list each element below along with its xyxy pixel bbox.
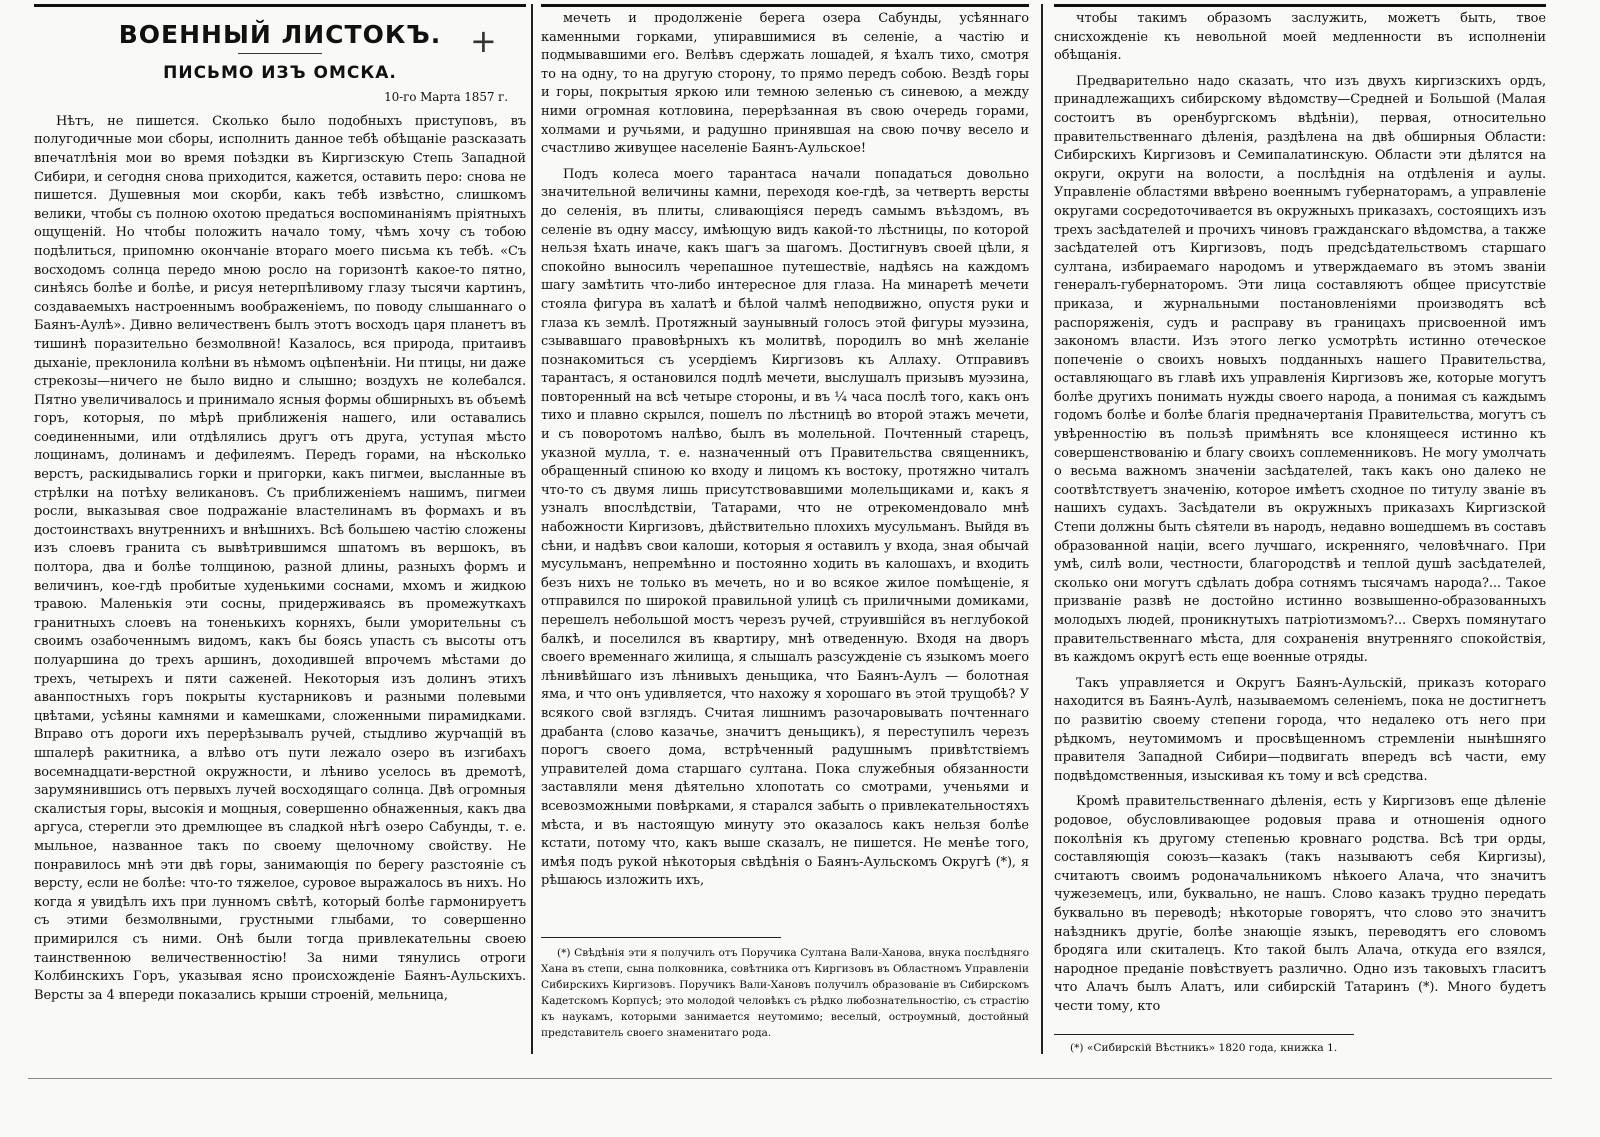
footnote-rule-column2 (541, 937, 781, 938)
handwritten-mark: + (470, 22, 497, 60)
top-rule-column1 (34, 4, 526, 7)
top-rule-column2 (541, 4, 1029, 7)
footnote-text: (*) «Сибирскій Вѣстникъ» 1820 года, книжка 1. (1070, 1042, 1338, 1054)
footnote-column3 (1054, 1040, 1546, 1070)
article-paragraph: Подъ колеса моего тарантаса начали попадаться довольно значительной величины камни, переходя кое-гдѣ, за четверть версты до селенія, въ плиты, сливающіяся передъ самымъ въѣздомъ, въ селеніе въ одну массу, имѣющую видъ какой-то лѣстницы, по которой нельзя ѣхать иначе, какъ шагъ за шагомъ. Достигнувъ своей цѣли, я спокойно выносилъ черепашное путешествіе, надѣясь на каждомъ шагу замѣтить что-либо интересное для глаза. На минаретѣ мечети стояла фигура въ халатѣ и бѣлой чалмѣ неподвижно, опустя руки и глаза къ землѣ. Протяжный заунывный голосъ этой фигуры муэзина, сзывавшаго правовѣрныхъ къ молитвѣ, породилъ во мнѣ желаніе познакомиться съ усердіемъ Киргизовъ къ Аллаху. Отправивъ тарантасъ, я остановился подлѣ мечети, выслушалъ призывъ муэзина, повторенный на всѣ четыре стороны, и въ ¼ часа послѣ того, какъ онъ тихо и плавно скрылся, пошелъ по лѣстницѣ во второй этажъ мечети, и съ поворотомъ налѣво, былъ въ молельной. Почтенный старецъ, указной мулла, т. е. назначенный отъ Правительства священникъ, обращенный спиною ко входу и лицомъ къ востоку, протяжно читалъ что-то съ двумя лишь присутствовавшими молельщиками и, какъ я узналъ впослѣдствіи, Татарами, что не отрекомендовало мнѣ набожности Киргизовъ, дѣйствительно плохихъ мусульманъ. Выйдя въ сѣни, и надѣвъ свои калоши, которыя я оставилъ у входа, зная обычай мусульманъ, непремѣнно и постоянно ходить въ калошахъ, и входить безъ нихъ не только въ мечеть, но и во всякое жилое помѣщеніе, я отправился по широкой правильной улицѣ съ приличными домиками, перешелъ небольшой мостъ черезъ ручей, струившійся въ неглубокой балкѣ, и поселился въ квартиру, мнѣ отведенную. Входя на дворъ своего временнаго жилища, я слышалъ разсужденіе съ языкомъ моего лѣнивѣйшаго изъ лѣнивыхъ деньщика, что Баянъ-Аулъ — болотная яма, и что онъ удивляется, что нахожу я хорошаго въ этой трущобѣ? У всякого свой взглядъ. Считая лишнимъ разочаровывать почтеннаго драбанта (слово казачье, значитъ деньщикъ), я переступилъ черезъ порогъ своего дома, встрѣченный радушнымъ привѣтствіемъ управителей дома старшаго султана. Пока служебныя обязанности заставляли меня дѣятельно хлопотать со смотрами, ученьями и всевозможными повѣрками, я старался забыть о привлекательностяхъ мѣста, и въ настоящую минуту это оказалось какъ нельзя болѣе кстати, потому что, какъ выше сказалъ, не пишется. Не менѣе того, имѣя подъ рукой нѣкоторыя свѣдѣнія о Баянъ-Аульскомъ Округѣ (*), я рѣшаюсь изложить ихъ, (541, 166, 1029, 889)
masthead-title: ВОЕННЫЙ ЛИСТОКЪ. (118, 20, 442, 49)
column-3 (1054, 10, 1546, 1030)
column-1 (34, 10, 526, 1070)
article-paragraph: Такъ управляется и Округъ Баянъ-Аульскій, приказъ котораго находится въ Баянъ-Аулѣ, называемомъ селеніемъ, пока не достигнетъ по развитію своему степени города, что недалеко отъ него при рѣдкомъ, неутомимомъ и просвѣщенномъ стремленіи нынѣшняго правителя Западной Сибири—подвигать впередъ всѣ части, ему подвѣдомственныя, изыскивая къ тому и всѣ средства. (1054, 675, 1546, 784)
title-ornament-rule (238, 53, 322, 54)
footnote-column2 (541, 945, 1029, 1055)
column-divider-1 (531, 4, 533, 1054)
article-paragraph: мечеть и продолженіе берега озера Сабунды, усѣяннаго каменными горками, упиравшимися въ селеніе, а частію и подмывавшими его. Велѣвъ сдержать лошадей, я ѣхалъ тихо, смотря то на одну, то на другую сторону, то прямо передъ собою. Вездѣ горы и горы, покрытыя яркою или темною зеленью съ синевою, а между ними огромная котловина, перерѣзанная въ свою очередь горами, холмами и ручьями, и радушно принявшая на свою почву весело и счастливо живущее населеніе Баянъ-Аульское! (541, 11, 1029, 157)
column-2 (541, 10, 1029, 930)
column-divider-2 (1041, 4, 1043, 1054)
article-paragraph: Кромѣ правительственнаго дѣленія, есть у Киргизовъ еще дѣленіе родовое, обусловливающее родовыя права и отношенія одного поколѣнія къ другому степенью кровнаго родства. Всѣ три орды, составляющія союзъ—казакъ (такъ называютъ себя Киргизы), считаютъ своимъ родоначальникомъ нѣкоего Алача, что значитъ чужеземецъ, или, буквально, не нашъ. Слово казакъ трудно передать буквально въ переводѣ; нѣкоторые говорятъ, что слово это значитъ наѣздникъ другіе, болѣе знающіе языкъ, переводятъ его словомъ бродяга или скиталецъ. Кто такой былъ Алача, откуда его взялся, народное преданіе повѣствуетъ различно. Одно изъ таковыхъ гласитъ что Алачъ былъ Алатъ, или сибирскій Татаринъ (*). Много будетъ чести тому, кто (1054, 794, 1546, 1014)
article-paragraph: Предварительно надо сказать, что изъ двухъ киргизскихъ ордъ, принадлежащихъ сибирскому вѣдомству—Средней и Большой (Малая состоитъ въ оренбургскомъ вѣдѣніи), первая, относительно правительственнаго дѣленія, раздѣлена на двѣ обширныя Области: Сибирскихъ Киргизовъ и Семипалатинскую. Области эти дѣлятся на округи, округи на волости, а послѣднія на отдѣленія и аулы. Управленіе областями ввѣрено военнымъ губернаторамъ, а управленіе округами сосредоточивается въ окружныхъ приказахъ, состоящихъ изъ трехъ засѣдателей и прочихъ чиновъ гражданскаго вѣдомства, а также засѣдателей отъ Киргизовъ, подъ предсѣдательствомъ старшаго султана, избираемаго народомъ и утверждаемаго въ этомъ званіи генералъ-губернаторомъ. Эти лица составляютъ общее присутствіе приказа, и журнальными постановленіями производятъ всѣ распоряженія, судъ и расправу въ границахъ присвоенной имъ закономъ власти. Изъ этого легко усмотрѣть истинно отеческое попеченіе о своихъ новыхъ подданныхъ нашего Правительства, оставляющаго въ главѣ ихъ управленія Киргизовъ же, которые могутъ болѣе другихъ понимать нужды своего народа, а понимая съ каждымъ годомъ болѣе и болѣе благія предначертанія Правительства, могутъ съ увѣренностію въ пользѣ примѣнять все клонящееся истинно къ совершенствованію и благу своихъ соплеменниковъ. Не могу умолчать о весьма важномъ значеніи засѣдателей, такъ какъ оно далеко не соотвѣтствуетъ значенію, которое имѣетъ сходное по титулу званіе въ нашихъ судахъ. Засѣдатели въ окружныхъ приказахъ Киргизской Степи должны быть сѣятели въ народъ, недавно вошедшемъ въ составъ образованной націи, всего лучшаго, искренняго, человѣчнаго. При умѣ, силѣ воли, честности, благородствѣ и теплой душѣ засѣдателей, сколько они могутъ сдѣлать добра сотнямъ тысячамъ народа?... Такое призваніе развѣ не достойно истинно возвышенно-образованныхъ молодыхъ людей, проникнутыхъ патріотизмомъ?... Сверхъ помянутаго правительственнаго мѣста, для сохраненія внутренняго спокойствія, въ каждомъ округѣ есть еще военные отряды. (1054, 73, 1546, 666)
footnote-text: (*) Свѣдѣнія эти я получилъ отъ Поручика Султана Вали-Ханова, внука послѣдняго Хана въ степи, сына полковника, совѣтника отъ Киргизовъ въ Областномъ Управленіи Сибирскихъ Киргизовъ. Поручикъ Вали-Хановъ получилъ образованіе въ Сибирскомъ Кадетскомъ Корпусѣ; это молодой человѣкъ съ рѣдко любознательностію, съ страстію къ наукамъ, которыми занимается неутомимо; веселый, остроумный, достойный представитель своего знаменитаго рода. (541, 947, 1029, 1039)
article-paragraph: Нѣтъ, не пишется. Сколько было подобныхъ приступовъ, въ полугодичные мои сборы, исполнить данное тебѣ обѣщаніе разсказать впечатлѣнія мои во время поѣздки въ Киргизскую Степь Западной Сибири, и сегодня снова приходится, кажется, оставить перо: снова не пишется. Душевныя мои скорби, какъ тебѣ извѣстно, слишкомъ велики, чтобы съ полною охотою предаться воспоминаніямъ пріятныхъ ощущеній. Но чтобы положить начало тому, чѣмъ хочу съ тобою подѣлиться, припомню окончаніе втораго моего письма къ тебѣ. «Съ восходомъ солнца передо мною росло на горизонтѣ какое-то пятно, синѣясь болѣе и болѣе, и рисуя нетерпѣливому глазу тысячи картинъ, создаваемыхъ настроеннымъ воображеніемъ, по поводу слышаннаго о Баянъ-Аулѣ». Дивно величественъ былъ этотъ восходъ царя планетъ въ тишинѣ поразительно безмолвной! Казалось, вся природа, притаивъ дыханіе, преклонила колѣни въ нѣмомъ оцѣпенѣніи. Ни птицы, ни даже стрекозы—ничего не было видно и слышно; воздухъ не колебался. Пятно увеличивалось и принимало ясныя формы обширныхъ въ объемѣ горъ, которыя, по мѣрѣ приближенія нашего, или оставались соединенными, или отдѣлялись другъ отъ друга, уступая мѣсто лощинамъ, долинамъ и дефилеямъ. Передъ горами, на нѣсколько верстъ, раскидывались горки и пригорки, какъ пигмеи, высланные въ стрѣлки на потѣху великановъ. Съ приближеніемъ нашимъ, пигмеи росли, выказывая свое подражаніе властелинамъ въ формахъ и въ достоинствахъ внутреннихъ и внѣшнихъ. Всѣ большею частію сложены изъ слоевъ гранита съ вывѣтрившимся шпатомъ въ вершокъ, въ полтора, два и болѣе толщиною, разной длины, разныхъ формъ и величинъ, кое-гдѣ пробитые худенькими соснами, мхомъ и жидкою травою. Маленькія эти сосны, придерживаясь въ промежуткахъ гранитныхъ слоевъ на тоненькихъ корняхъ, были уморительны съ своимъ озабоченнымъ видомъ, какъ бы боясь упасть съ высоты отъ полуаршина до трехъ аршинъ, доходившей впрочемъ мѣстами до трехъ, четырехъ и пяти саженей. Некоторыя изъ долинъ этихъ аванпостныхъ горъ покрыты кустарниковъ и разными полевыми цвѣтами, усѣяны камнями и камешками, сложенными пирамидками. Вправо отъ дороги ихъ перерѣзывалъ ручей, стыдливо журчащій въ шпалерѣ ракитника, а влѣво отъ пути лежало озеро въ изгибахъ восемнадцати-верстной окружности, и лѣниво уселось въ дремотѣ, зарумянившись отъ первыхъ лучей восходящаго солнца. Двѣ огромныя скалистыя горы, высокія и мощныя, совершенно обнаженныя, какъ два аргуса, стерегли это дремлющее въ сладкой нѣгѣ озеро Сабунды, т. е. мыльное, названное такъ по своему щелочному свойству. Не понравилось мнѣ эти двѣ горы, занимающія по берегу разстояніе съ версту, если не болѣе: что-то тяжелое, суровое выражалось въ нихъ. Но когда я увидѣлъ ихъ при лунномъ свѣтѣ, который болѣе гармонируетъ съ этими безмолвными, грустными глыбами, то совершенно примирился съ ними. Онѣ были тогда привлекательны своею таинственною величественностію! За ними тянулись отроги Колбинскихъ Горъ, указывая ясно происхожденіе Баянъ-Аульскихъ. Версты за 4 впереди показались крыши строеній, мельница, (34, 113, 526, 1003)
top-rule-column3 (1054, 4, 1546, 7)
article-paragraph: чтобы такимъ образомъ заслужить, можетъ быть, твое снисхожденіе къ невольной моей медленности въ исполненіи обѣщанія. (1054, 11, 1546, 64)
dateline: 10-го Марта 1857 г. (384, 90, 508, 105)
page-bottom-edge (28, 1078, 1552, 1079)
letter-title: ПИСЬМО ИЗЪ ОМСКА. (163, 62, 397, 83)
footnote-rule-column3 (1054, 1034, 1354, 1035)
